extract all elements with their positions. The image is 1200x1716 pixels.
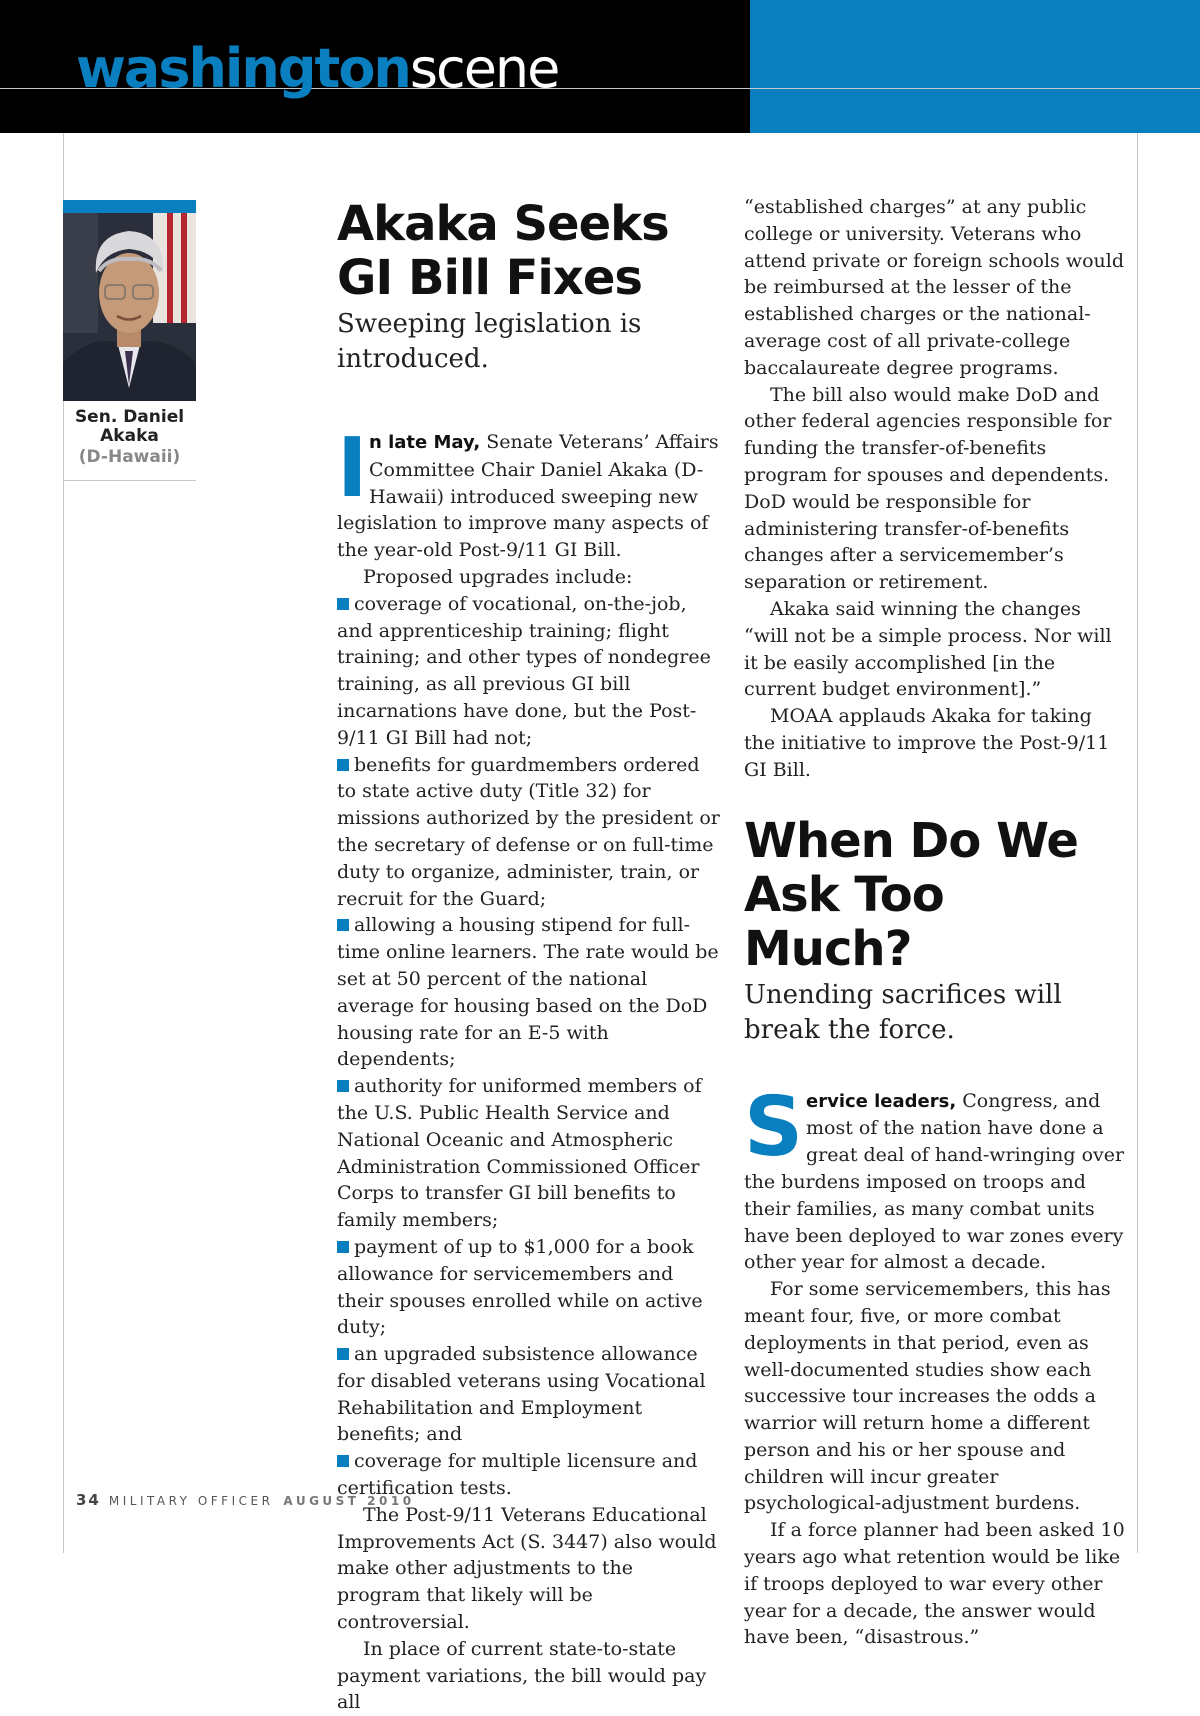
paragraph: For some servicemembers, this has meant four, five, or more combat deployments in that period, even as well-documented studies show each successive tour increases the odds a warrior will return home a different person and his or her spouse and children will incur greater psychological-adjustment burdens. — [744, 1278, 1111, 1515]
paragraph-text: Congress, and most of the nation have done a great deal of hand-wringing over the burdens imposed on troops and their families, as many combat units have been deployed to war zones every other year for almost a decade. — [744, 1089, 1125, 1274]
caption-party: (D-Hawaii) — [78, 447, 181, 467]
article-column-2 — [744, 194, 1126, 1651]
senator-portrait-photo — [63, 213, 196, 401]
right-margin-rule — [1137, 133, 1138, 1553]
bullet-text: benefits for guardmembers ordered to state active duty (Title 32) for missions authorized by the president or the secretary of defense or on full-time duty to organize, administer, train, or recruit for the Guard; — [337, 753, 720, 910]
bullet-text: payment of up to $1,000 for a book allowance for servicemembers and their spouses enrolled while on active duty; — [337, 1235, 703, 1339]
page-footer — [76, 1491, 415, 1509]
bullet-item — [337, 591, 722, 752]
bullet-square-icon — [337, 919, 349, 931]
bullet-text: authority for uniformed members of the U.S. Public Health Service and National Oceanic and Atmospheric Administration Commissioned Officer Corps to transfer GI bill benefits to family members; — [337, 1075, 702, 1232]
bullet-square-icon — [337, 1080, 349, 1092]
caption-rule — [63, 480, 196, 481]
lead-in: n late May, — [369, 432, 481, 453]
dropcap-letter: I — [337, 421, 368, 516]
article-column-1 — [337, 197, 722, 1716]
bullet-square-icon — [337, 1348, 349, 1360]
bullet-item — [337, 1234, 722, 1341]
masthead-bold: washington — [76, 37, 410, 100]
photo-caption — [63, 408, 196, 467]
bullet-text: an upgraded subsistence allowance for disabled veterans using Vocational Rehabilitation and Employment benefits; and — [337, 1343, 706, 1446]
paragraph: The Post-9/11 Veterans Educational Improvements Act (S. 3447) also would make other adjustments to the program that likely will be controversial. — [337, 1503, 717, 1634]
article2-headline: When Do We Ask Too Much? — [744, 812, 1078, 977]
bullet-item — [337, 752, 722, 913]
bullet-text: coverage of vocational, on-the-job, and apprenticeship training; flight training; and other types of nondegree training, as all previous GI bill incarnations have done, but the Post-9/11 GI Bill had not; — [337, 592, 711, 749]
caption-name: Sen. Daniel Akaka — [74, 407, 185, 446]
bullet-text: coverage for multiple licensure and certification tests. — [337, 1450, 698, 1500]
bullet-square-icon — [337, 598, 349, 610]
article1-lead-paragraph — [337, 421, 722, 564]
issue-date: AUGUST 2010 — [283, 1494, 415, 1508]
bullet-item — [337, 1341, 722, 1448]
masthead-light: scene — [409, 37, 559, 100]
bullet-text: allowing a housing stipend for full-time online learners. The rate would be set at 50 percent of the national average for housing based on the DoD housing rate for an E-5 with dependents; — [337, 914, 719, 1071]
photo-accent-bar — [63, 200, 196, 213]
bullet-square-icon — [337, 759, 349, 771]
dropcap-letter: S — [744, 1079, 804, 1175]
header-accent-block — [750, 0, 1200, 133]
paragraph: Akaka said winning the changes “will not be a simple process. Nor will it be easily accomplished [in the current budget environment].” — [744, 597, 1112, 701]
paragraph: The bill also would make DoD and other federal agencies responsible for funding the transfer-of-benefits program for spouses and dependents. DoD would be responsible for administering transfer-of-benefits changes after a servicemember’s separation or retirement. — [744, 383, 1112, 594]
article2-deck: Unending sacrifices will break the force. — [744, 979, 1062, 1045]
paragraph: In place of current state-to-state payment variations, the bill would pay all — [337, 1637, 707, 1714]
lead-in: ervice leaders, — [806, 1090, 957, 1112]
paragraph-text: Senate Veterans’ Affairs Committee Chair Daniel Akaka (D-Hawaii) introduced sweeping new legislation to improve many aspects of the year-old Post-9/11 GI Bill. — [337, 431, 719, 562]
paragraph: Proposed upgrades include: — [363, 565, 633, 588]
article1-deck: Sweeping legislation is introduced. — [337, 309, 642, 374]
article2-lead-paragraph — [744, 1079, 1126, 1277]
paragraph: If a force planner had been asked 10 years ago what retention would be like if troops deployed to war every other year for a decade, the answer would have been, “disastrous.” — [744, 1519, 1125, 1649]
page-number: 34 — [76, 1491, 101, 1509]
article1-headline: Akaka Seeks GI Bill Fixes — [337, 196, 669, 306]
paragraph: “established charges” at any public college or university. Veterans who attend private or foreign schools would be reimbursed at the lesser of the established charges or the national-average cost of all private-college baccalaureate degree programs. — [744, 196, 1125, 379]
section-masthead — [76, 34, 558, 104]
bullet-square-icon — [337, 1455, 349, 1467]
publication-name: MILITARY OFFICER — [108, 1494, 274, 1508]
bullet-square-icon — [337, 1241, 349, 1253]
bullet-item — [337, 912, 722, 1073]
paragraph: MOAA applauds Akaka for taking the initiative to improve the Post-9/11 GI Bill. — [744, 705, 1110, 781]
bullet-item — [337, 1073, 722, 1234]
